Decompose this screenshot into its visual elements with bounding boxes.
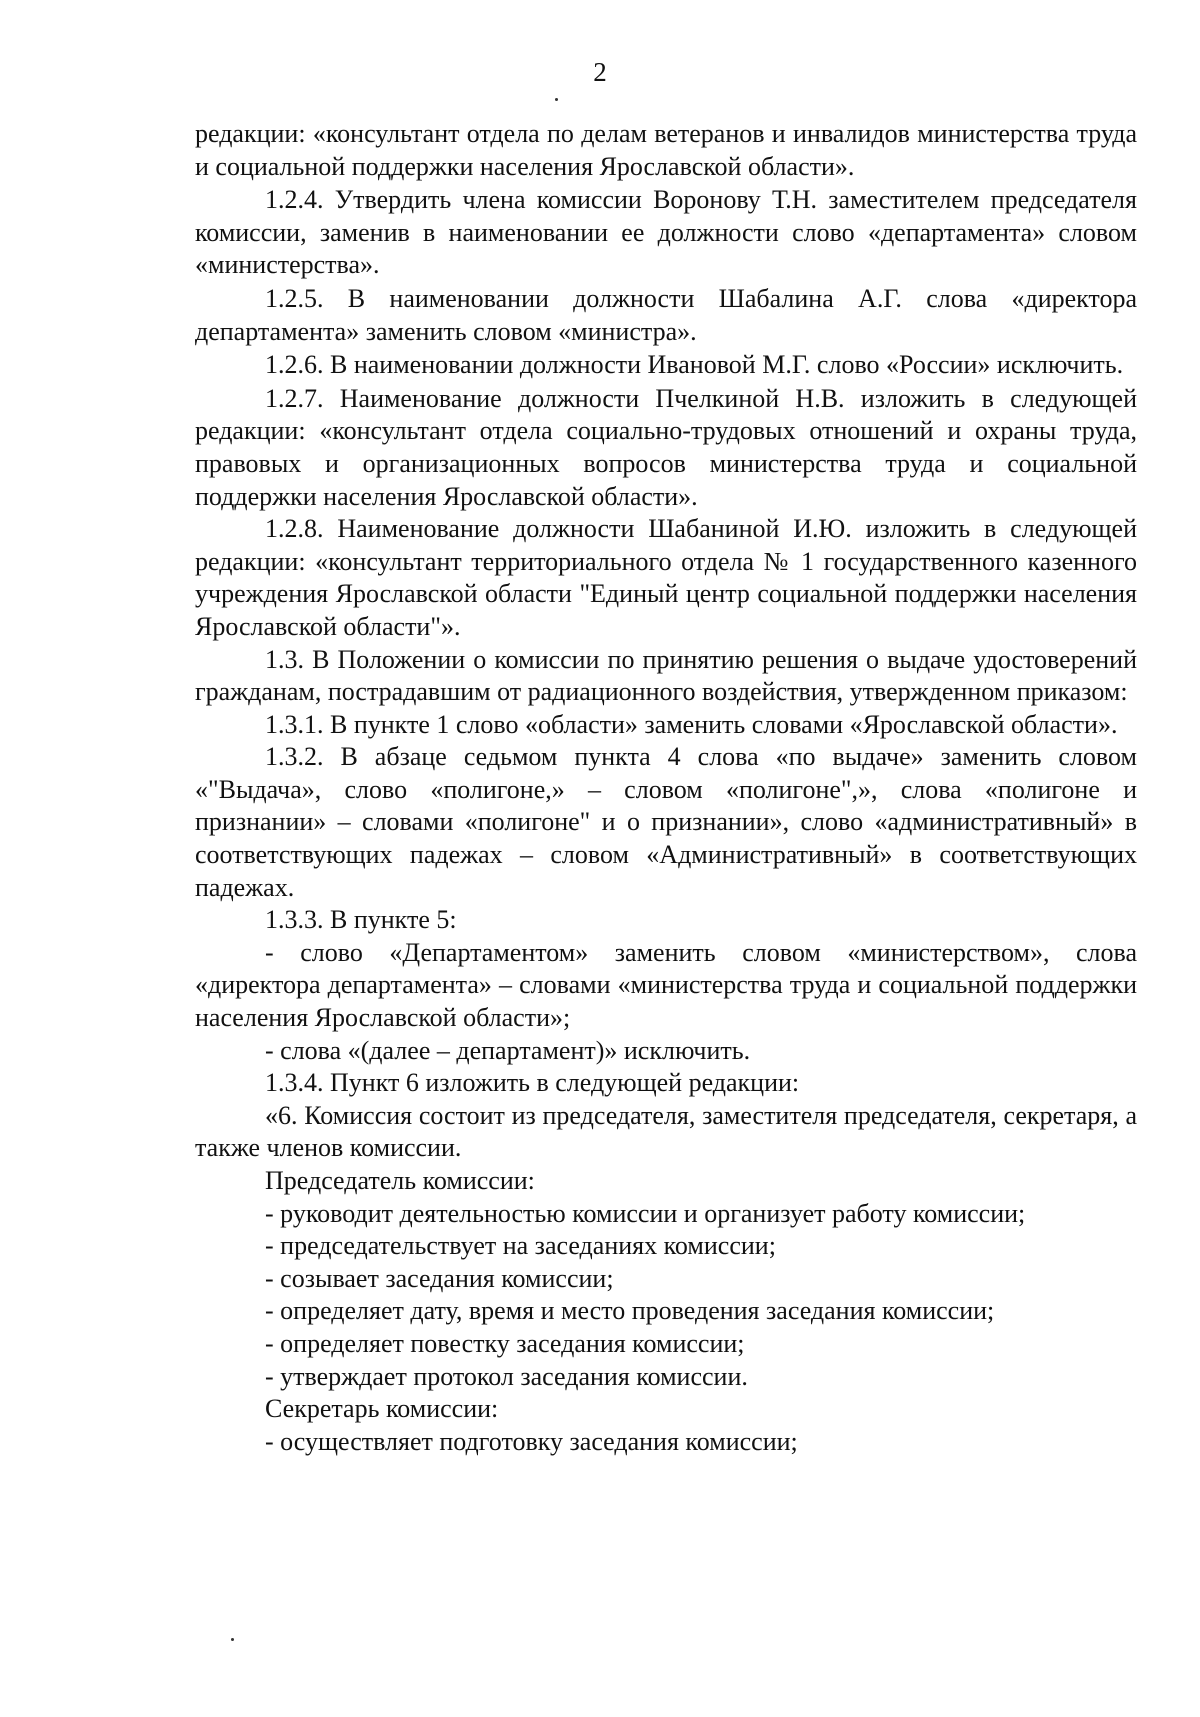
paragraph: 1.2.5. В наименовании должности Шабалина А.Г. слова «директора департамента» заменить словом «министра». bbox=[195, 283, 1137, 346]
paragraph: 1.3.2. В абзаце седьмом пункта 4 слова «по выдаче» заменить словом «"Выдача», слово «полигоне,» – словом «полигоне",», слова «полигоне и признании» – словами «полигоне" и о признании», слово «административный» в соответствующих падежах – словом «Административный» в соответствующих падежах. bbox=[195, 742, 1137, 902]
scan-speck bbox=[555, 98, 558, 101]
paragraph: 1.3.4. Пункт 6 изложить в следующей редакции: bbox=[265, 1068, 800, 1098]
list-item: - созывает заседания комиссии; bbox=[265, 1263, 614, 1293]
list-item: - слова «(далее – департамент)» исключить. bbox=[265, 1035, 751, 1065]
list-item: - председательствует на заседаниях комиссии; bbox=[265, 1231, 776, 1261]
scan-speck bbox=[231, 1638, 234, 1641]
paragraph: редакции: «консультант отдела по делам ветеранов и инвалидов министерства труда и социальной поддержки населения Ярославской области». bbox=[195, 119, 1137, 181]
list-item: - осуществляет подготовку заседания комиссии; bbox=[265, 1426, 798, 1456]
list-item: - слово «Департаментом» заменить словом «министерством», слова «директора департамента» – словами «министерства труда и социальной поддержки населения Ярославской области»; bbox=[195, 937, 1137, 1033]
list-item: - определяет дату, время и место проведения заседания комиссии; bbox=[265, 1296, 995, 1326]
section-heading: Председатель комиссии: bbox=[265, 1166, 535, 1195]
paragraph: «6. Комиссия состоит из председателя, заместителя председателя, секретаря, а также членов комиссии. bbox=[195, 1100, 1137, 1163]
list-item: - определяет повестку заседания комиссии; bbox=[265, 1328, 745, 1358]
paragraph: 1.3. В Положении о комиссии по принятию решения о выдаче удостоверений гражданам, пострадавшим от радиационного воздействия, утвержденном приказом: bbox=[195, 644, 1137, 707]
page-number: 2 bbox=[593, 57, 607, 87]
paragraph: 1.3.1. В пункте 1 слово «области» заменить словами «Ярославской области». bbox=[265, 709, 1118, 739]
list-item: - утверждает протокол заседания комиссии. bbox=[265, 1361, 748, 1391]
paragraph: 1.2.4. Утвердить члена комиссии Воронову Т.Н. заместителем председателя комиссии, заменив в наименовании ее должности слово «департамента» словом «министерства». bbox=[195, 185, 1137, 280]
list-item: - руководит деятельностью комиссии и организует работу комиссии; bbox=[265, 1198, 1026, 1228]
paragraph: 1.2.6. В наименовании должности Ивановой М.Г. слово «России» исключить. bbox=[265, 350, 1124, 380]
paragraph: 1.2.8. Наименование должности Шабаниной И.Ю. изложить в следующей редакции: «консультант территориального отдела № 1 государственного казенного учреждения Ярославской области "Единый центр социальной поддержки населения Ярославской области"». bbox=[195, 514, 1137, 641]
paragraph: 1.2.7. Наименование должности Пчелкиной Н.В. изложить в следующей редакции: «консультант отдела социально-трудовых отношений и охраны труда, правовых и организационных вопросов министерства труда и социальной поддержки населения Ярославской области». bbox=[195, 383, 1137, 511]
document-body bbox=[195, 118, 1137, 1458]
paragraph: 1.3.3. В пункте 5: bbox=[265, 905, 457, 935]
section-heading: Секретарь комиссии: bbox=[265, 1394, 499, 1424]
